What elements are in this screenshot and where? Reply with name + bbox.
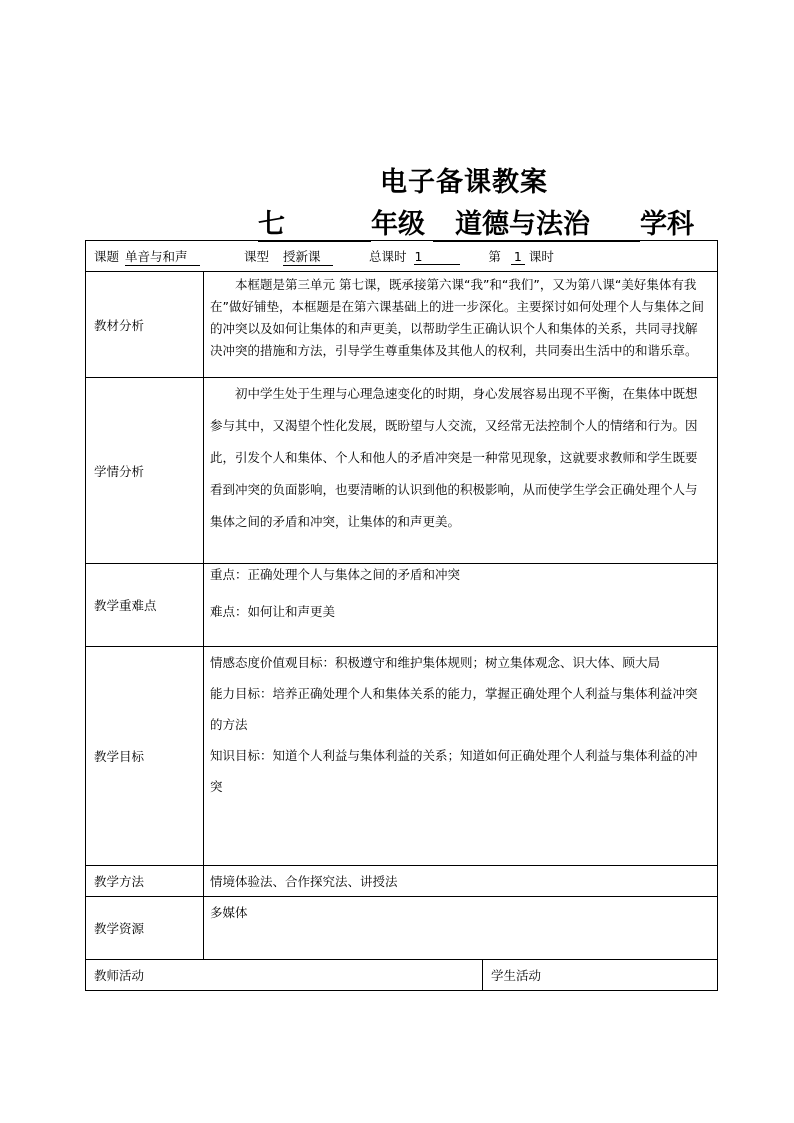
activities-row [86,960,718,991]
material-row [86,272,718,378]
grade-value: 七 [258,208,371,242]
teacher-activity-header: 教师活动 [86,960,483,991]
difficult-point-text: 难点：如何让和声更美 [210,604,336,619]
material-label: 教材分析 [86,272,204,378]
student-activity-header: 学生活动 [483,960,718,991]
total-periods-label: 总课时 [368,249,407,264]
type-value: 授新课 [283,247,333,266]
ability-goal-text: 能力目标：培养正确处理个人和集体关系的能力，掌握正确处理个人利益与集体利益冲突的方法 [210,686,698,732]
goals-label: 教学目标 [86,647,204,866]
period-prefix: 第 [488,249,501,264]
methods-row [86,866,718,897]
header-row [86,241,718,272]
subject-value: 道德与法治 [433,208,640,242]
goals-row [86,647,718,866]
students-text: 初中学生处于生理与心理急速变化的时期，身心发展容易出现不平衡，在集体中既想参与其中，又渴望个性化发展，既盼望与人交流，又经常无法控制个人的情绪和行为。因此，引发个人和集体、个人和他人的矛盾冲突是一种常见现象，这就要求教师和学生既要看到冲突的负面影响，也要清晰的认识到他的积极影响，从而使学生学会正确处理个人与集体之间的矛盾和冲突，让集体的和声更美。 [204,378,718,564]
knowledge-goal-text: 知识目标：知道个人利益与集体利益的关系；知道如何正确处理个人利益与集体利益的冲突 [210,748,698,794]
key-points-row [86,564,718,647]
resources-label: 教学资源 [86,897,204,960]
document-title: 电子备课教案 [380,167,548,198]
material-text: 本框题是第三单元 第七课，既承接第六课“我”和“我们”，又为第八课“美好集体有我在”做好铺垫，本框题是在第六课基础上的进一步深化。主要探讨如何处理个人与集体之间的冲突以及如何让集体的和声更美，以帮助学生正确认识个人和集体的关系，共同寻找解决冲突的措施和方法，引导学生尊重集体及其他人的权利，共同奏出生活中的和谐乐章。 [204,272,718,378]
key-point-text: 重点：正确处理个人与集体之间的矛盾和冲突 [210,567,461,582]
grade-subject-line [258,202,694,242]
resources-text: 多媒体 [204,897,718,960]
period-value: 1 [511,249,525,265]
header-cell [86,241,718,272]
students-label: 学情分析 [86,378,204,564]
total-periods-value: 1 [414,249,460,265]
emotion-goal-text: 情感态度价值观目标：积极遵守和维护集体规则；树立集体观念、识大体、顾大局 [210,655,661,670]
methods-label: 教学方法 [86,866,204,897]
period-suffix: 课时 [528,249,554,264]
topic-label: 课题 [94,249,120,264]
topic-value: 单音与和声 [125,247,200,266]
resources-row [86,897,718,960]
subject-label: 学科 [640,209,694,240]
key-points-label: 教学重难点 [86,564,204,647]
grade-label: 年级 [371,209,425,240]
type-label: 课型 [243,249,269,264]
lesson-plan-table [85,240,718,991]
students-row [86,378,718,564]
methods-text: 情境体验法、合作探究法、讲授法 [204,866,718,897]
